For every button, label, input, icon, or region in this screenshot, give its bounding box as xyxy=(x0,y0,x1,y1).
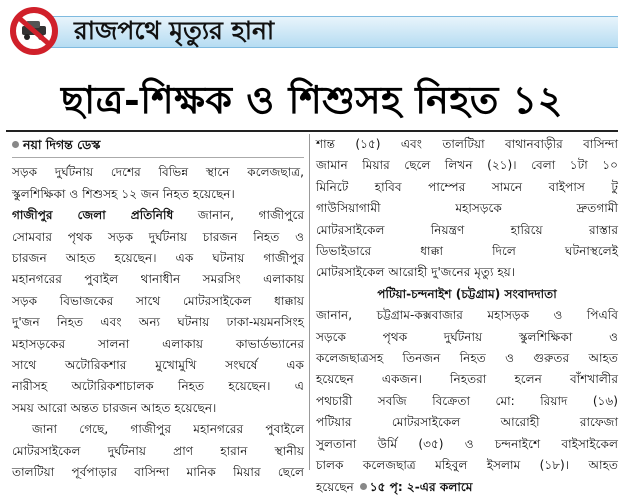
text-line xyxy=(12,205,304,226)
text-line: পথচারী সবজি বিক্রেতা মো: রিয়াদ (১৬) xyxy=(316,393,618,408)
right-subhead: পটিয়া-চন্দনাইশ (চট্টগ্রাম) সংবাদদাতা xyxy=(377,286,557,301)
text-line: সড়কে পৃথক দুর্ঘটনায় স্কুলশিক্ষিকা ও xyxy=(316,329,618,344)
section-banner xyxy=(0,0,624,64)
column-divider xyxy=(309,134,310,470)
text-line: জামান মিয়ার ছেলে লিখন (২১)। বেলা ১টা ১০ xyxy=(316,158,618,173)
right-column-text-top xyxy=(316,134,618,284)
text-line: মোটরসাইকেল আরোহী দু'জনের মৃত্যু হয়। xyxy=(316,265,516,280)
continuation-link[interactable]: ১৫ পৃ: ২-এর কলামে xyxy=(369,479,473,494)
right-column-text-bottom xyxy=(316,305,618,476)
text-line: মহাসড়কের সালনা এলাকায় কাভার্ডভ্যানের xyxy=(12,336,304,351)
text-line: পটিয়ার মোটরসাইকেল আরোহী রাফেজা xyxy=(316,415,618,430)
byline: গাজীপুর জেলা প্রতিনিধি xyxy=(12,208,174,223)
continuation-line: হয়েছেন ১৫ পৃ: ২-এর কলামে xyxy=(316,479,473,494)
text-line: স্কুলশিক্ষিকা ও শিশুসহ ১২ জন নিহত হয়েছেন। xyxy=(12,186,235,201)
text-line: নারীসহ অটোরিকশাচালক নিহত হয়েছেন। এ xyxy=(12,379,304,394)
banner-title: রাজপথে মৃত্যুর হানা xyxy=(74,16,275,45)
dateline: নয়া দিগন্ত ডেস্ক xyxy=(12,134,304,155)
text-line: চালক কলেজছাত্র মহিবুল ইসলাম (১৮)। আহত xyxy=(316,458,618,473)
bullet-icon xyxy=(360,483,367,490)
text-line: সুলতানা উর্মি (৩৫) ও চন্দনাইশে বাইসাইকেল xyxy=(316,436,618,451)
no-accident-logo-icon xyxy=(6,6,62,56)
text-line: গাউসিয়াগামী মহাসড়কে দ্রুতগামী xyxy=(316,201,618,216)
bullet-icon xyxy=(12,141,19,148)
text-line: মোটরসাইকেল নিয়ন্ত্রণ হারিয়ে রাস্তার xyxy=(316,222,618,237)
dateline-rule xyxy=(12,157,304,158)
text-line: কলেজছাত্রসহ তিনজন নিহত ও গুরুতর আহত xyxy=(316,351,618,366)
text-line: মোটরসাইকেল দুর্ঘটনায় প্রাণ হারান স্থানীয় xyxy=(12,443,304,458)
text-line: সড়ক দুর্ঘটনায় দেশের বিভিন্ন স্থানে কলেজছাত্র, xyxy=(12,165,304,180)
text-line: দু'জন নিহত এবং অন্য ঘটনায় ঢাকা-ময়মনসিংহ xyxy=(12,315,304,330)
text-line: সময় আরো অন্তত চারজন আহত হয়েছেন। xyxy=(12,400,217,415)
text-segment: জানান, গাজীপুরে xyxy=(173,208,304,223)
text-line: ডিভাইডারে ধাক্কা দিলে ঘটনাস্থলেই xyxy=(316,244,618,259)
text-line: চারজন আহত হয়েছেন। এক ঘটনায় গাজীপুর xyxy=(12,251,304,266)
headline-rule xyxy=(6,130,618,132)
headline: ছাত্র-শিক্ষক ও শিশুসহ নিহত ১২ xyxy=(61,77,563,122)
text-line: সাথে অটোরিকশার মুখোমুখি সংঘর্ষে এক xyxy=(12,358,304,373)
text-line: সোমবার পৃথক সড়ক দুর্ঘটনায় চারজন নিহত ও xyxy=(12,229,304,244)
text-line: সড়ক বিভাজকের সাথে মোটরসাইকেল ধাক্কায় xyxy=(12,293,304,308)
text-line: মহানগরের পুবাইল থানাধীন সমরসিং এলাকায় xyxy=(12,272,304,287)
text-line: জানা গেছে, গাজীপুর মহানগরের পুবাইলে xyxy=(32,422,304,437)
text-line: মিনিটে হাবিব পাম্পের সামনে বাইপাস টু xyxy=(316,179,618,194)
text-line: শান্ত (১৫) এবং তালটিয়া বাথানবাড়ীর বাসিন্দা xyxy=(316,137,618,151)
text-line: জানান, চট্টগ্রাম-কক্সবাজার মহাসড়ক ও পিএবি xyxy=(316,308,618,323)
right-column xyxy=(316,134,618,498)
left-column-text xyxy=(12,162,304,483)
text-line: তালটিয়া পূর্বপাড়ার বাসিন্দা মানিক মিয়ার ছেলে xyxy=(12,465,304,480)
text-line: হয়েছেন একজন। নিহতরা হলেন বাঁশখালীর xyxy=(316,372,618,387)
left-column xyxy=(12,134,304,484)
